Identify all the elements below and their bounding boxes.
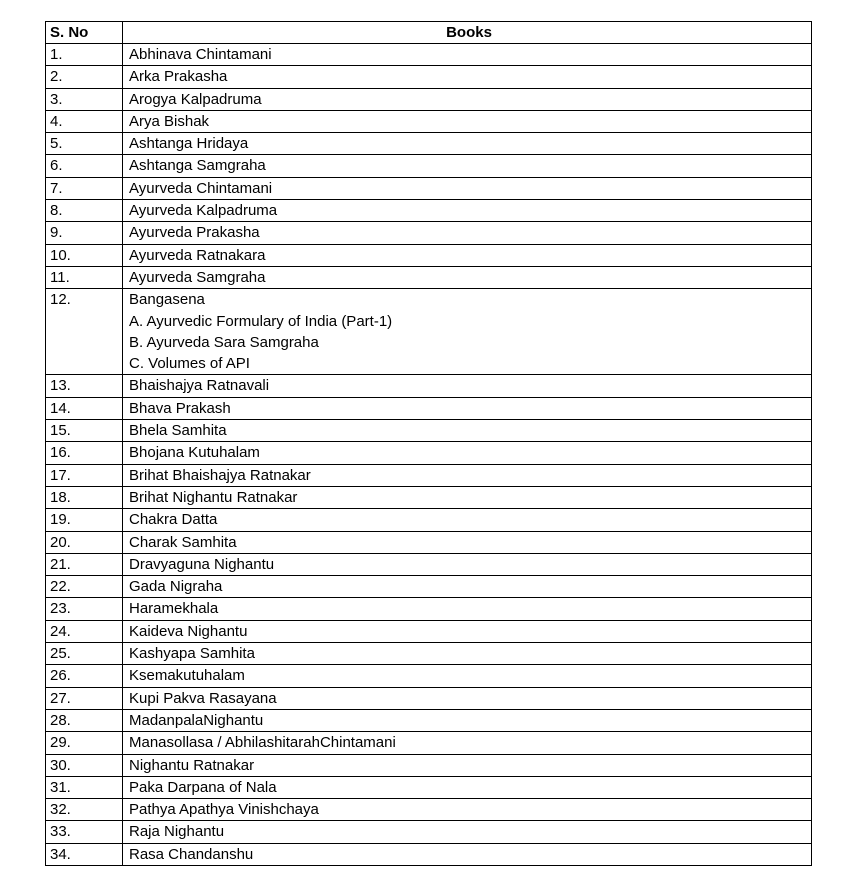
serial-number-cell: 24.: [46, 620, 123, 642]
book-title: MadanpalaNighantu: [129, 711, 264, 729]
table-row: [46, 643, 812, 665]
table-row: [46, 620, 812, 642]
book-title: Kashyapa Samhita: [129, 645, 255, 663]
table-row: [46, 509, 812, 531]
table-row: [46, 177, 812, 199]
book-title-cell: [123, 687, 812, 709]
table-row: [46, 486, 812, 508]
serial-number-cell: 16.: [46, 442, 123, 464]
book-title: Bangasena: [129, 291, 205, 309]
table-row: [46, 222, 812, 244]
serial-number-cell: 21.: [46, 553, 123, 575]
serial-number-cell: 4.: [46, 110, 123, 132]
books-column-header: Books: [123, 22, 812, 44]
book-title: Arka Prakasha: [129, 68, 228, 86]
serial-number-cell: 15.: [46, 420, 123, 442]
book-title: Dravyaguna Nighantu: [129, 555, 275, 573]
book-subitem: B. Ayurveda Sara Samgraha: [129, 333, 319, 351]
book-title-cell: [123, 289, 812, 375]
book-title-cell: [123, 821, 812, 843]
serial-number-cell: 27.: [46, 687, 123, 709]
table-row: [46, 799, 812, 821]
table-row: [46, 110, 812, 132]
table-row: [46, 200, 812, 222]
table-row: [46, 133, 812, 155]
table-row: [46, 88, 812, 110]
book-title-cell: [123, 442, 812, 464]
table-row: [46, 289, 812, 375]
book-title-cell: [123, 244, 812, 266]
table-row: [46, 266, 812, 288]
table-row: [46, 442, 812, 464]
serial-number-cell: 18.: [46, 486, 123, 508]
table-row: [46, 665, 812, 687]
serial-number-cell: 6.: [46, 155, 123, 177]
serial-number-cell: 7.: [46, 177, 123, 199]
book-title-cell: [123, 133, 812, 155]
books-table: [45, 21, 812, 866]
book-title-cell: [123, 222, 812, 244]
book-title-cell: [123, 88, 812, 110]
book-title-cell: [123, 776, 812, 798]
table-row: [46, 244, 812, 266]
serial-number-cell: 11.: [46, 266, 123, 288]
book-title-cell: [123, 709, 812, 731]
serial-number-cell: 22.: [46, 576, 123, 598]
serial-number-cell: 31.: [46, 776, 123, 798]
table-row: [46, 44, 812, 66]
serial-number-cell: 29.: [46, 732, 123, 754]
book-title: Ayurveda Samgraha: [129, 268, 266, 286]
book-title-cell: [123, 553, 812, 575]
book-title-cell: [123, 464, 812, 486]
book-title: Bhela Samhita: [129, 422, 227, 440]
book-title: Brihat Nighantu Ratnakar: [129, 488, 298, 506]
book-title-cell: [123, 200, 812, 222]
serial-number-cell: 20.: [46, 531, 123, 553]
books-table-header: [46, 22, 812, 44]
table-row: [46, 754, 812, 776]
book-title: Ayurveda Ratnakara: [129, 246, 266, 264]
book-title: Ayurveda Chintamani: [129, 179, 273, 197]
book-title-cell: [123, 732, 812, 754]
serial-number-cell: 13.: [46, 375, 123, 397]
table-row: [46, 843, 812, 865]
table-row: [46, 687, 812, 709]
book-title: Arogya Kalpadruma: [129, 90, 262, 108]
table-row: [46, 776, 812, 798]
table-row: [46, 397, 812, 419]
serial-number-cell: 19.: [46, 509, 123, 531]
book-title: Rasa Chandanshu: [129, 845, 254, 863]
book-title-cell: [123, 576, 812, 598]
book-title-cell: [123, 66, 812, 88]
book-title-cell: [123, 598, 812, 620]
serial-number-cell: 30.: [46, 754, 123, 776]
serial-number-cell: 8.: [46, 200, 123, 222]
table-row: [46, 598, 812, 620]
table-row: [46, 420, 812, 442]
book-title: Ayurveda Prakasha: [129, 224, 260, 242]
table-row: [46, 375, 812, 397]
book-title: Ayurveda Kalpadruma: [129, 202, 278, 220]
serial-number-cell: 28.: [46, 709, 123, 731]
book-title-cell: [123, 420, 812, 442]
book-title-cell: [123, 531, 812, 553]
book-title-cell: [123, 397, 812, 419]
sno-column-header: S. No: [46, 22, 123, 44]
book-title-cell: [123, 620, 812, 642]
book-title: Ashtanga Hridaya: [129, 135, 249, 153]
serial-number-cell: 3.: [46, 88, 123, 110]
book-title: Manasollasa / AbhilashitarahChintamani: [129, 734, 396, 752]
serial-number-cell: 25.: [46, 643, 123, 665]
serial-number-cell: 32.: [46, 799, 123, 821]
book-title: Nighantu Ratnakar: [129, 756, 255, 774]
book-title: Pathya Apathya Vinishchaya: [129, 801, 319, 819]
table-row: [46, 576, 812, 598]
serial-number-cell: 26.: [46, 665, 123, 687]
book-title-cell: [123, 843, 812, 865]
book-title: Kaideva Nighantu: [129, 622, 248, 640]
book-title: Kupi Pakva Rasayana: [129, 689, 277, 707]
book-title-cell: [123, 754, 812, 776]
serial-number-cell: 2.: [46, 66, 123, 88]
serial-number-cell: 1.: [46, 44, 123, 66]
book-title: Bhaishajya Ratnavali: [129, 377, 270, 395]
serial-number-cell: 33.: [46, 821, 123, 843]
book-title-cell: [123, 486, 812, 508]
serial-number-cell: 23.: [46, 598, 123, 620]
serial-number-cell: 5.: [46, 133, 123, 155]
book-title: Abhinava Chintamani: [129, 46, 272, 63]
serial-number-cell: 10.: [46, 244, 123, 266]
book-subitem: C. Volumes of API: [129, 355, 250, 373]
book-title-cell: [123, 799, 812, 821]
table-row: [46, 732, 812, 754]
table-row: [46, 464, 812, 486]
book-title: Raja Nighantu: [129, 823, 225, 841]
table-row: [46, 531, 812, 553]
books-table-body: [46, 44, 812, 866]
book-title: Haramekhala: [129, 600, 219, 618]
book-title-cell: [123, 44, 812, 66]
table-row: [46, 155, 812, 177]
header-row: [46, 22, 812, 44]
book-title: Charak Samhita: [129, 533, 237, 551]
book-title: Paka Darpana of Nala: [129, 778, 277, 796]
serial-number-cell: 14.: [46, 397, 123, 419]
book-title-cell: [123, 643, 812, 665]
book-title-cell: [123, 375, 812, 397]
book-title: Bhava Prakash: [129, 399, 231, 417]
serial-number-cell: 17.: [46, 464, 123, 486]
book-title: Gada Nigraha: [129, 578, 223, 596]
book-title: Arya Bishak: [129, 112, 210, 130]
table-row: [46, 709, 812, 731]
table-row: [46, 66, 812, 88]
book-title: Ashtanga Samgraha: [129, 157, 266, 175]
book-title-cell: [123, 266, 812, 288]
serial-number-cell: 9.: [46, 222, 123, 244]
serial-number-cell: 34.: [46, 843, 123, 865]
book-title-cell: [123, 155, 812, 177]
book-title-cell: [123, 177, 812, 199]
table-row: [46, 553, 812, 575]
book-title: Bhojana Kutuhalam: [129, 444, 260, 462]
table-row: [46, 821, 812, 843]
book-title: Brihat Bhaishajya Ratnakar: [129, 466, 311, 484]
book-title-cell: [123, 665, 812, 687]
book-title: Chakra Datta: [129, 511, 218, 529]
book-title-cell: [123, 110, 812, 132]
book-title: Ksemakutuhalam: [129, 667, 245, 685]
book-subitem: A. Ayurvedic Formulary of India (Part-1): [129, 312, 393, 330]
serial-number-cell: 12.: [46, 289, 123, 375]
book-title-cell: [123, 509, 812, 531]
